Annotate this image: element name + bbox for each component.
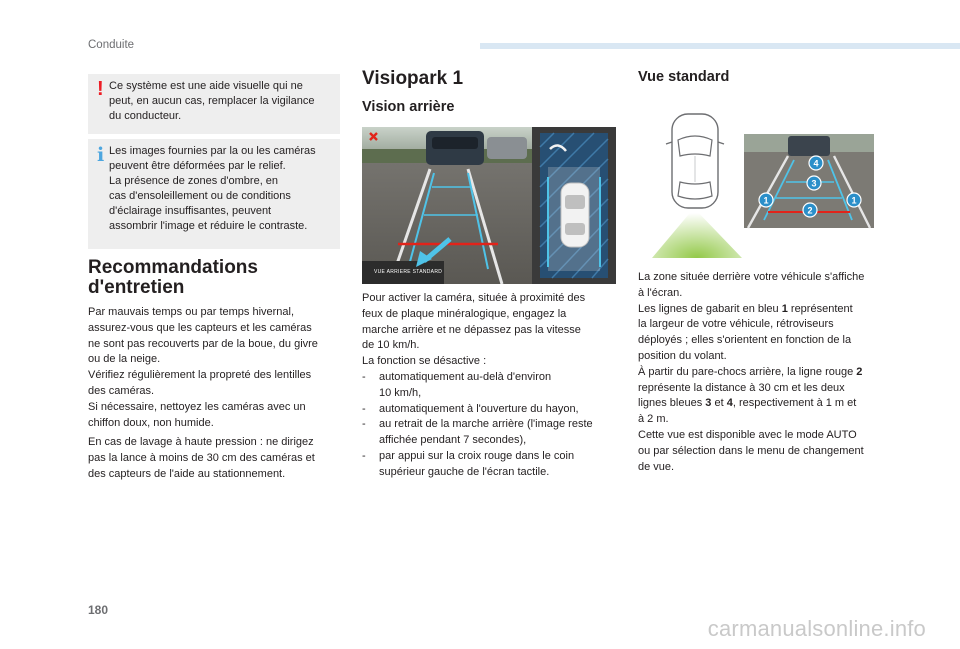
standard-view-figure — [638, 112, 884, 258]
text-segment: ou par sélection dans le menu de changement — [638, 444, 864, 457]
text-segment: Les lignes de gabarit en bleu — [638, 302, 782, 315]
marker-1-left — [759, 193, 773, 207]
svg-text:1: 1 — [851, 195, 857, 206]
marker-3 — [807, 176, 821, 190]
callout-number: 1 — [781, 302, 788, 315]
standard-view-title: Vue standard — [638, 69, 730, 85]
text-line — [638, 317, 900, 333]
text-segment: représente la distance à 30 cm et les deux — [638, 381, 845, 394]
text-line — [638, 365, 900, 381]
svg-text:4: 4 — [813, 158, 819, 169]
text-line — [638, 428, 900, 444]
text-segment: Cette vue est disponible avec le mode AUTO — [638, 428, 857, 441]
car-top-view-icon — [561, 183, 589, 247]
text-line: chiffon doux, non humide. — [88, 416, 214, 429]
text-segment: représentent — [787, 302, 853, 315]
text-line: automatiquement à l'ouverture du hayon, — [379, 402, 579, 415]
text-line: par appui sur la croix rouge dans le coin — [379, 449, 575, 462]
bullet-dash: - — [362, 418, 366, 431]
text-segment: à l'écran. — [638, 286, 683, 299]
text-line: assurez-vous que les capteurs et les caméras — [88, 321, 312, 334]
maintenance-heading-line: Recommandations — [88, 257, 258, 278]
text-line: Par mauvais temps ou par temps hivernal, — [88, 306, 295, 318]
info-line: Les images fournies par la ou les caméras — [109, 145, 316, 157]
warning-notice — [88, 74, 340, 134]
info-line: peuvent être déformées par le relief. — [109, 160, 286, 172]
maintenance-heading-line: d'entretien — [88, 277, 185, 298]
rear-vision-subtitle: Vision arrière — [362, 99, 455, 115]
text-line: automatiquement au-delà d'environ — [379, 370, 552, 383]
text-line — [638, 333, 900, 349]
text-line — [638, 460, 900, 476]
text-line: des caméras. — [88, 384, 155, 397]
text-segment: lignes bleues — [638, 397, 706, 410]
standard-view-text — [638, 270, 900, 475]
marker-2 — [803, 203, 817, 217]
marker-1-right — [847, 193, 861, 207]
deactivation-item — [362, 417, 624, 449]
text-line — [638, 396, 900, 412]
maintenance-heading — [88, 258, 258, 298]
text-line — [638, 302, 900, 318]
callout-number: 3 — [705, 397, 712, 410]
text-line — [638, 286, 900, 302]
text-segment: , respectivement à 1 m et — [732, 397, 857, 410]
svg-text:3: 3 — [811, 178, 817, 189]
text-segment: à 2 m. — [638, 413, 669, 426]
bullet-dash: - — [362, 402, 366, 415]
svg-text:1: 1 — [763, 195, 769, 206]
text-line: des capteurs de l'aide au stationnement. — [88, 467, 286, 480]
text-line: marche arrière et ne dépassez pas la vitesse — [362, 323, 581, 336]
warning-line: peut, en aucun cas, remplacer la vigilance — [109, 95, 315, 107]
text-line — [638, 412, 900, 428]
text-line: de 10 km/h. — [362, 339, 420, 352]
visiopark-title: Visiopark 1 — [362, 68, 464, 89]
deactivation-item — [362, 402, 624, 418]
warning-line: du conducteur. — [109, 110, 182, 122]
text-line: supérieur gauche de l'écran tactile. — [379, 465, 550, 478]
warning-line: Ce système est une aide visuelle qui ne — [109, 80, 303, 92]
text-line: ou de la neige. — [88, 353, 161, 366]
text-line: affichée pendant 7 secondes), — [379, 434, 527, 447]
bullet-dash: - — [362, 449, 366, 462]
rear-camera-image — [362, 127, 616, 284]
info-icon: i — [97, 144, 105, 166]
camera-field-cone — [652, 208, 742, 258]
text-line: ne sont pas recouverts par de la boue, du givre — [88, 337, 318, 350]
callout-number: 2 — [856, 365, 863, 378]
rear-camera-screen — [362, 127, 616, 284]
deactivation-item — [362, 370, 624, 402]
text-line: En cas de lavage à haute pression : ne dirigez — [88, 436, 314, 448]
svg-text:2: 2 — [807, 205, 813, 216]
info-text — [109, 144, 332, 234]
bullet-dash: - — [362, 370, 366, 383]
maintenance-paragraph-2 — [88, 435, 343, 482]
text-line: pas la lance à moins de 30 cm des caméras et — [88, 451, 315, 464]
text-line — [638, 270, 900, 286]
info-notice — [88, 139, 340, 249]
text-segment: La zone située derrière votre véhicule s'affiche — [638, 271, 865, 283]
watermark: carmanualsonline.info — [707, 616, 926, 641]
page-number: 180 — [88, 603, 109, 617]
standard-view-illustration — [638, 112, 884, 258]
text-line — [638, 444, 900, 460]
callout-number: 4 — [726, 397, 733, 410]
text-segment: de vue. — [638, 460, 675, 473]
warning-icon: ! — [97, 78, 104, 100]
text-segment: À partir du pare-chocs arrière, la ligne rouge — [638, 365, 857, 378]
text-line — [638, 349, 900, 365]
info-line: d'éclairage insuffisantes, peuvent — [109, 205, 272, 217]
text-segment: position du volant. — [638, 349, 727, 362]
text-line — [638, 381, 900, 397]
section-label: Conduite — [88, 39, 135, 51]
text-line: au retrait de la marche arrière (l'image reste — [379, 418, 593, 431]
info-line: cas d'ensoleillement ou de conditions — [109, 190, 291, 202]
header-bar — [480, 43, 960, 49]
text-line: Pour activer la caméra, située à proximité des — [362, 292, 586, 304]
text-line: La fonction se désactive : — [362, 355, 487, 368]
visiopark-text — [362, 291, 624, 481]
warning-text — [109, 79, 332, 124]
text-line: 10 km/h, — [379, 386, 422, 399]
text-line: feux de plaque minéralogique, engagez la — [362, 307, 567, 320]
text-segment: et — [711, 397, 727, 410]
text-line: Si nécessaire, nettoyez les caméras avec un — [88, 400, 306, 413]
car-top-view-icon — [666, 114, 724, 208]
maintenance-paragraph-1 — [88, 305, 343, 431]
text-segment: la largeur de votre véhicule, rétroviseurs — [638, 318, 834, 331]
info-line: assombrir l'image et réduire le contraste. — [109, 220, 308, 232]
text-line: Vérifiez régulièrement la propreté des lentilles — [88, 369, 312, 382]
deactivation-item — [362, 449, 624, 481]
text-segment: déployés ; elles s'orientent en fonction de la — [638, 334, 852, 347]
camera-overlay-label: VUE ARRIERE STANDARD — [374, 269, 443, 275]
info-line: La présence de zones d'ombre, en — [109, 175, 279, 187]
marker-4 — [809, 156, 823, 170]
